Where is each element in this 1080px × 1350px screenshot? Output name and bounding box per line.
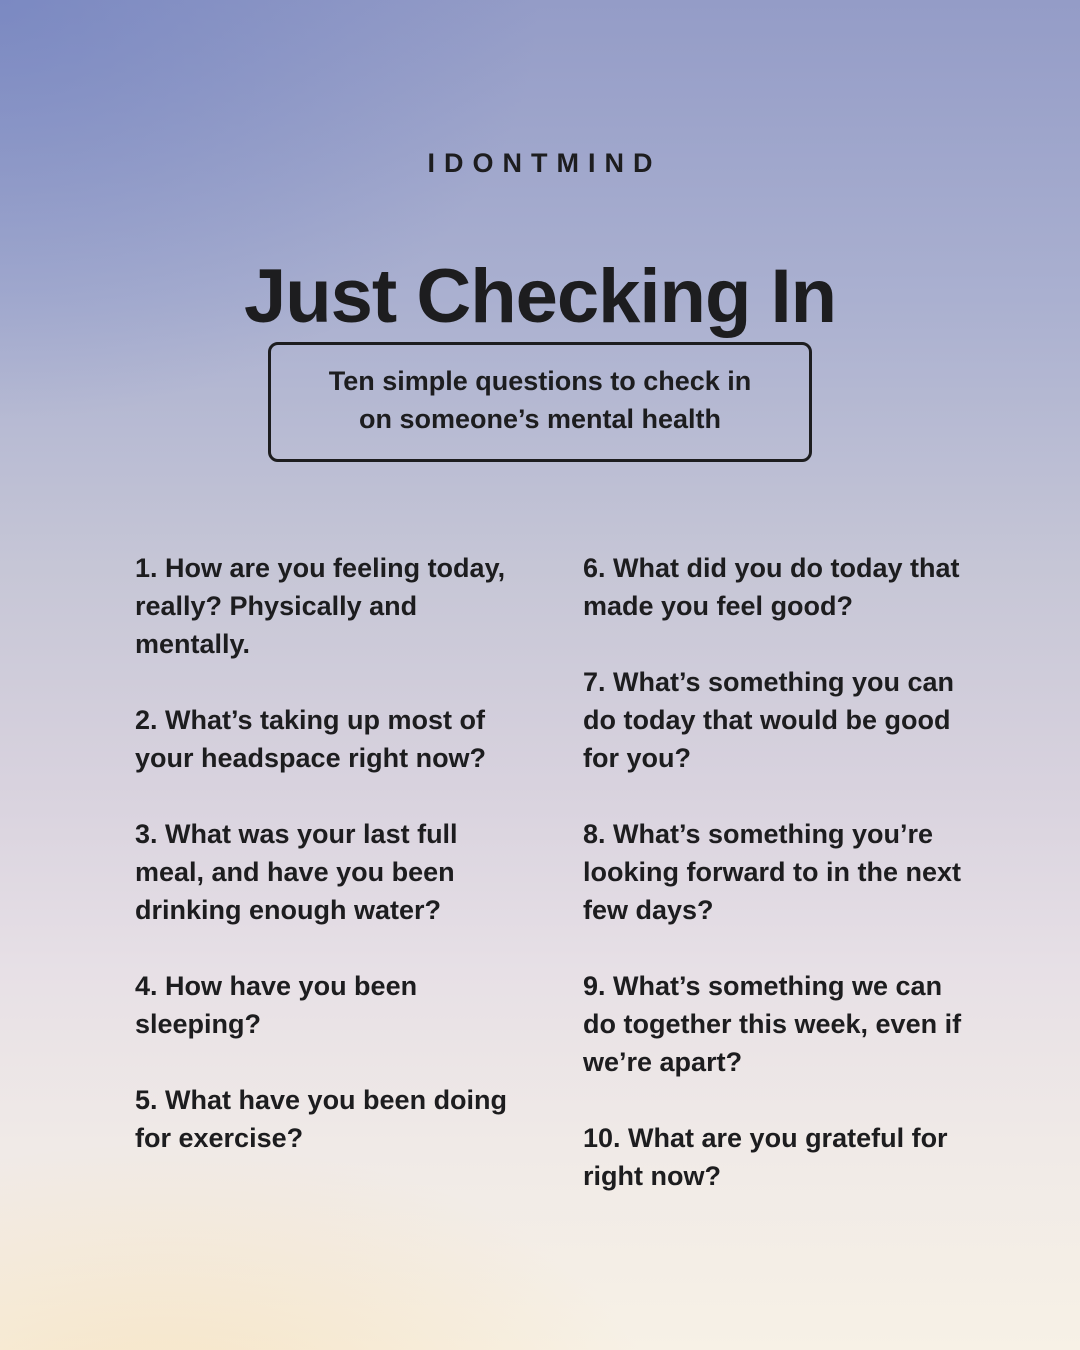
question-5: 5. What have you been doing for exercise? [135,1085,508,1153]
question-9: 9. What’s something we can do together this week, even if we’re apart? [583,971,962,1077]
subtitle-line-1: Ten simple questions to check in [328,366,752,396]
question-4: 4. How have you been sleeping? [135,971,418,1039]
brand-wordmark: IDONTMIND [427,148,662,178]
question-7: 7. What’s something you can do today that would be good for you? [583,667,955,773]
subtitle-line-2: on someone’s mental health [358,404,722,434]
question-6: 6. What did you do today that made you feel good? [583,553,960,621]
question-3: 3. What was your last full meal, and have you been drinking enough water? [135,819,458,925]
question-10: 10. What are you grateful for right now? [583,1123,948,1191]
question-8: 8. What’s something you’re looking forward to in the next few days? [583,819,961,925]
questions-column-right [583,549,963,1195]
question-2: 2. What’s taking up most of your headspace right now? [135,705,487,773]
page-title: Just Checking In [243,253,837,339]
questions-column-left [135,549,515,1195]
questions-section [135,549,963,1195]
question-1: 1. How are you feeling today, really? Physically and mentally. [135,553,506,659]
subtitle-box [268,342,812,462]
